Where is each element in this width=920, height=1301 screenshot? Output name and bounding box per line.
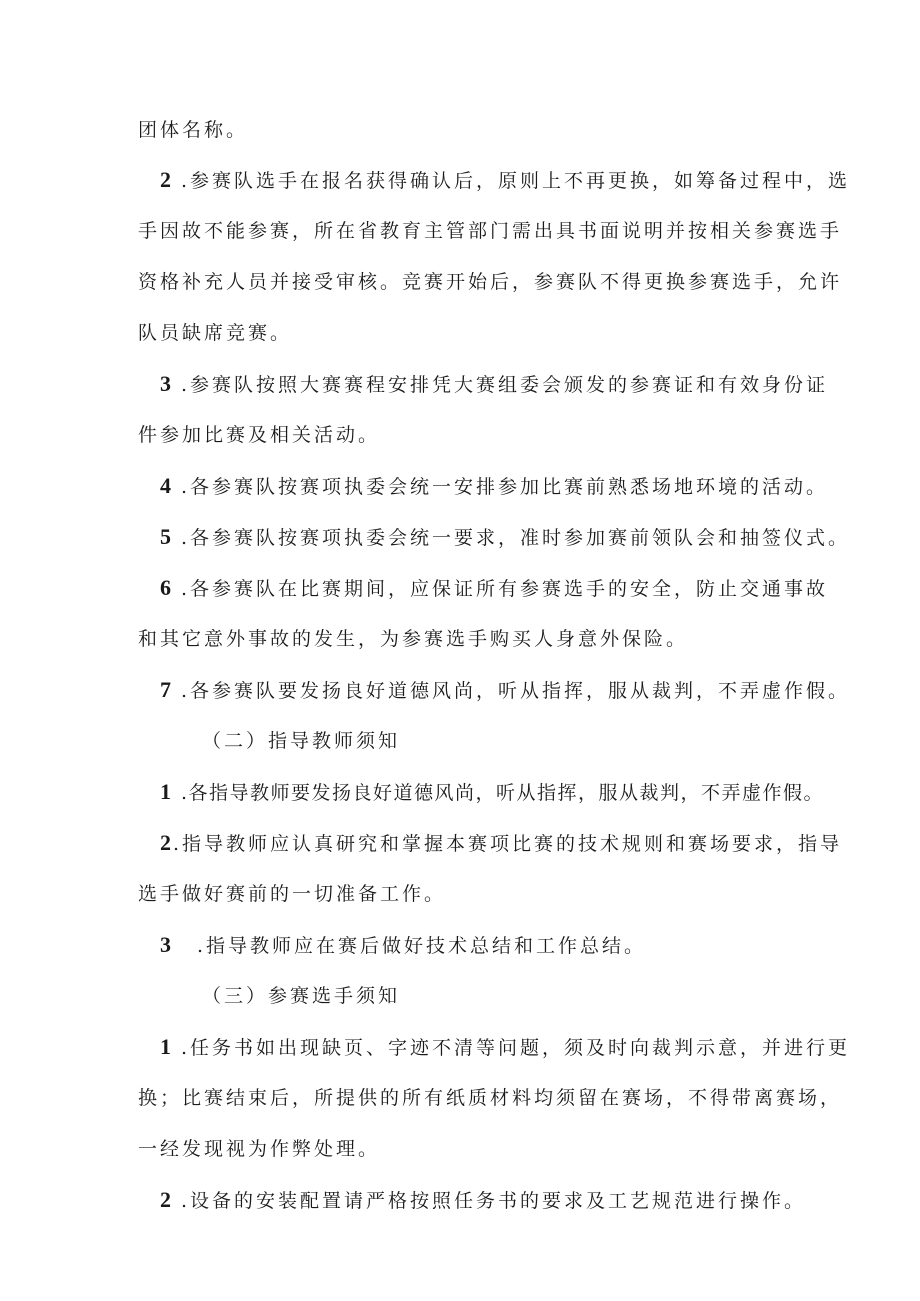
rule-continuation: [138, 270, 842, 294]
rule-text: 一经发现视为作弊处理。: [138, 1138, 381, 1160]
paragraph-line: [138, 118, 248, 142]
rule-number: 2: [160, 167, 171, 192]
rule-text: .各参赛队按赛项执委会统一要求，准时参加赛前领队会和抽签仪式。: [181, 527, 851, 549]
rule-number: 5: [160, 524, 171, 549]
rule-text: 和其它意外事故的发生，为参赛选手购买人身意外保险。: [138, 628, 689, 650]
rule-number: 1: [160, 779, 171, 804]
rule-number: 6: [160, 575, 171, 600]
rule-continuation: [138, 423, 380, 447]
rule-item-teacher-1: [160, 780, 824, 805]
rule-item-team-5: [160, 525, 850, 550]
section-heading-teachers: [202, 729, 400, 753]
section-title: （二）指导教师须知: [202, 730, 401, 752]
section-title: （三）参赛选手须知: [202, 985, 401, 1007]
rule-continuation: [138, 219, 842, 243]
rule-item-team-4: [160, 474, 828, 499]
rule-text: 选手做好赛前的一切准备工作。: [138, 883, 447, 905]
rule-number: 2: [160, 830, 171, 855]
rule-text: .各指导教师要发扬良好道德风尚，听从指挥，服从裁判，不弄虚作假。: [181, 782, 825, 804]
section-heading-players: [202, 984, 400, 1008]
rule-text: .参赛队按照大赛赛程安排凭大赛组委会颁发的参赛证和有效身份证: [181, 374, 829, 396]
rule-number: 1: [160, 1034, 171, 1059]
rule-item-team-2: [160, 168, 850, 193]
rule-text: 队员缺席竞赛。: [138, 322, 293, 344]
rule-item-player-1: [160, 1035, 850, 1060]
rule-text: .指导教师应认真研究和掌握本赛项比赛的技术规则和赛场要求，指导: [173, 833, 843, 855]
rule-number: 2: [160, 1187, 171, 1212]
rule-text: 件参加比赛及相关活动。: [138, 424, 381, 446]
rule-text: 换；比赛结束后，所提供的所有纸质材料均须留在赛场，不得带离赛场，: [138, 1087, 843, 1109]
rule-number: 3: [160, 371, 171, 396]
rule-text: .各参赛队在比赛期间，应保证所有参赛选手的安全，防止交通事故: [181, 578, 829, 600]
rule-continuation: [138, 627, 688, 651]
paragraph-text: 团体名称。: [138, 119, 249, 141]
rule-text: .各参赛队按赛项执委会统一安排参加比赛前熟悉场地环境的活动。: [181, 476, 829, 498]
rule-number: 7: [160, 677, 171, 702]
rule-continuation: [138, 882, 446, 906]
rule-item-team-7: [160, 678, 850, 703]
rule-text: .参赛队选手在报名获得确认后，原则上不再更换，如筹备过程中，选: [181, 170, 851, 192]
rule-number: 4: [160, 473, 171, 498]
rule-continuation: [138, 1137, 380, 1161]
rule-text: 手因故不能参赛，所在省教育主管部门需出具书面说明并按相关参赛选手: [138, 220, 843, 242]
rule-item-team-3: [160, 372, 828, 397]
rule-item-player-2: [160, 1188, 806, 1213]
rule-number: 3: [160, 932, 171, 957]
rule-item-teacher-2: [160, 831, 842, 856]
rule-item-team-6: [160, 576, 828, 601]
rule-text: .指导教师应在赛后做好技术总结和工作总结。: [197, 935, 647, 957]
rule-continuation: [138, 1086, 842, 1110]
rule-text: .任务书如出现缺页、字迹不清等问题，须及时向裁判示意，并进行更: [181, 1037, 851, 1059]
rule-text: .各参赛队要发扬良好道德风尚，听从指挥，服从裁判，不弄虚作假。: [181, 680, 851, 702]
rule-item-teacher-3: [160, 933, 646, 958]
rule-text: 资格补充人员并接受审核。竞赛开始后，参赛队不得更换参赛选手，允许: [138, 271, 843, 293]
rule-text: .设备的安装配置请严格按照任务书的要求及工艺规范进行操作。: [181, 1190, 807, 1212]
rule-continuation: [138, 321, 292, 345]
